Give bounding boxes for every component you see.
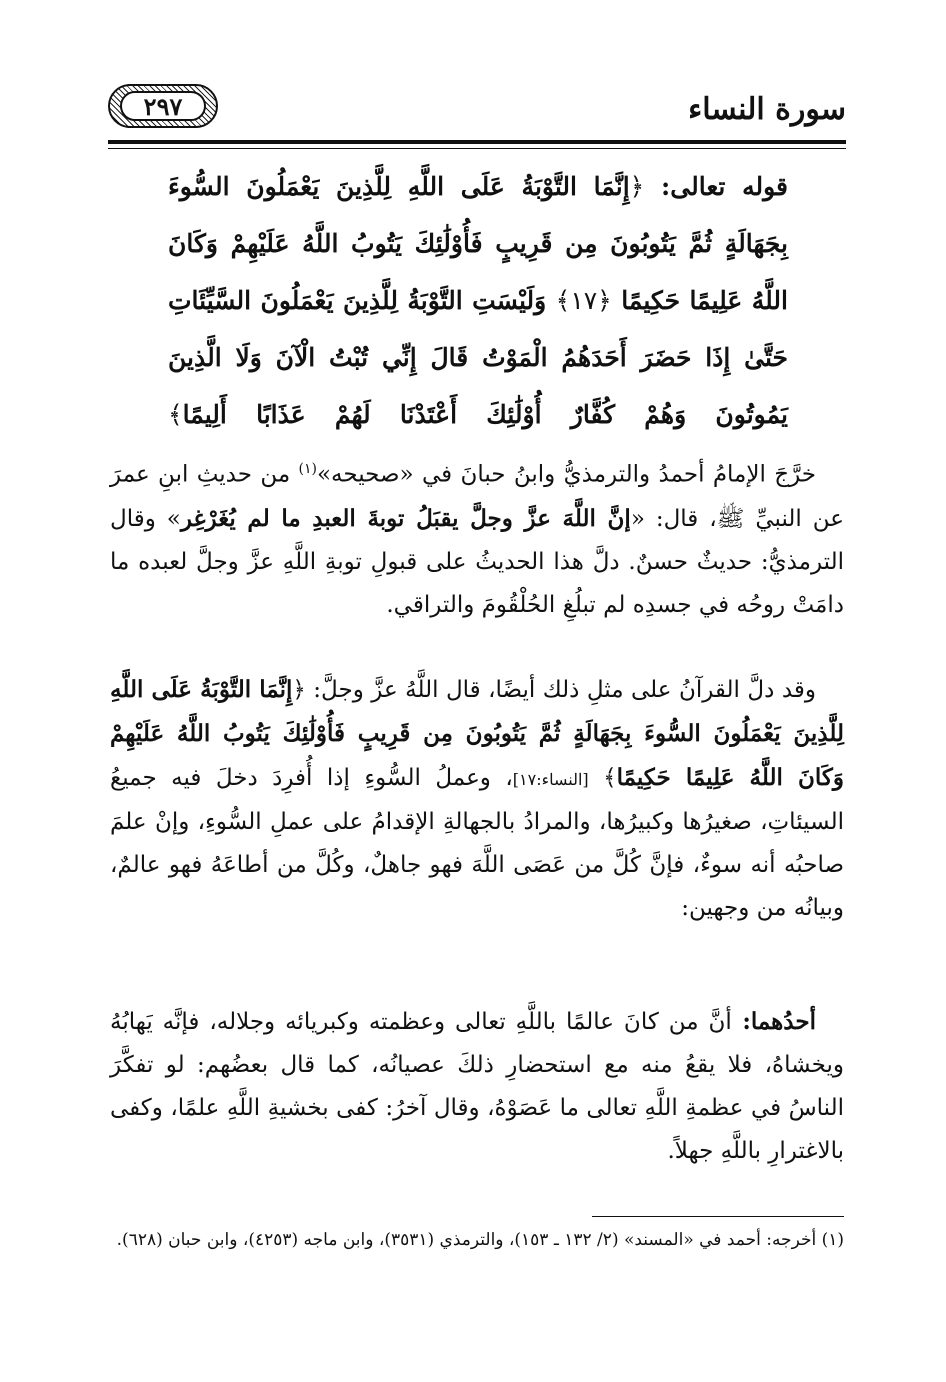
paragraph-text: من حديثِ ابنِ عمرَ عن النبيِّ ﷺ، قال: « <box>110 461 844 532</box>
commentary-paragraph-3 <box>110 1000 844 1173</box>
header-divider <box>108 140 846 144</box>
verse-18-text: وَلَيْسَتِ التَّوْبَةُ لِلَّذِينَ يَعْمَلُونَ السَّيِّئَاتِ حَتَّىٰ إِذَا حَضَرَ أَحَدَهُمُ الْمَوْتُ قَالَ إِنِّي تُبْتُ الْآنَ وَلَا الَّذِينَ يَمُوتُونَ وَهُمْ كُفَّارٌ أُوْلَٰئِكَ أَعْتَدْنَا لَهُمْ عَذَابًا أَلِيمًا <box>168 286 788 429</box>
footnote-reference: (١) <box>298 461 317 477</box>
verse-intro: قوله تعالى: <box>644 172 788 201</box>
page-number-ornament <box>108 84 218 128</box>
page-number: ٢٩٧ <box>120 91 206 121</box>
footnote-divider <box>592 1216 844 1217</box>
footnote-text: (١) أخرجه: أحمد في «المسند» (٢/ ١٣٢ ـ ١٥٣)، والترمذي (٣٥٣١)، وابن ماجه (٤٢٥٣)، وابن حبان (٦٢٨). <box>116 1230 844 1250</box>
paragraph-text: خرَّجَ الإمامُ أحمدُ والترمذيُّ وابنُ حبانَ في «صحيحه» <box>316 461 816 488</box>
verse-number-marker: ﴿١٧﴾ <box>555 286 612 315</box>
commentary-paragraph-1 <box>110 448 844 627</box>
hadith-quote: إنَّ اللَّهَ عزَّ وجلَّ يقبَلُ توبةَ العبدِ ما لم يُغَرْغِر <box>180 504 631 532</box>
point-label: أحدُهما: <box>731 1008 816 1035</box>
paragraph-text: أنَّ من كانَ عالمًا باللَّهِ تعالى وعظمته وكبريائه وجلاله، فإنَّه يَهابُهُ ويخشاهُ، فلا يقعُ منه مع استحضارِ ذلكَ عصيانُه، كما قال بعضُهم: لو تفكَّرَ الناسُ في عظمةِ اللَّهِ تعالى ما عَصَوْهُ، وقال آخرُ: كفى بخشيةِ اللَّهِ علمًا، وكفى بالاغترارِ باللَّهِ جهلاً. <box>110 1009 844 1164</box>
footnote <box>110 1224 844 1256</box>
paragraph-text: وقد دلَّ القرآنُ على مثلِ ذلك أيضًا، قال اللَّهُ عزَّ وجلَّ: ﴿ <box>292 677 816 703</box>
page-header <box>108 78 846 144</box>
quote-close: ﴾ <box>588 765 617 791</box>
verse-citation: [النساء:١٧] <box>512 770 589 789</box>
ornate-close-bracket: ﴾ <box>168 400 183 429</box>
header-divider-thin <box>108 148 846 149</box>
verse-17-text: إِنَّمَا التَّوْبَةُ عَلَى اللَّهِ لِلَّذِينَ يَعْمَلُونَ السُّوءَ بِجَهَالَةٍ ثُمَّ يَتُوبُونَ مِن قَرِيبٍ فَأُوْلَٰئِكَ يَتُوبُ اللَّهُ عَلَيْهِمْ وَكَانَ اللَّهُ عَلِيمًا حَكِيمًا <box>168 172 788 315</box>
paragraph-text: ، وعملُ السُّوءِ إذا أُفرِدَ دخلَ فيه جميعُ السيئاتِ، صغيرُها وكبيرُها، والمرادُ بالجهالةِ الإقدامُ على عملِ السُّوءِ، وإنْ علمَ صاحبُه أنه سوءٌ، فإنَّ كُلَّ من عَصَى اللَّهَ فهو جاهلٌ، وكُلَّ من أطاعَهُ فهو عالمٌ، وبيانُه من وجهين: <box>110 765 844 921</box>
commentary-paragraph-2 <box>110 668 844 930</box>
quran-verse-block <box>168 158 788 443</box>
paragraph-text: » وقال الترمذيُّ: حديثٌ حسنٌ. دلَّ هذا الحديثُ على قبولِ توبةِ اللَّهِ عزَّ وجلَّ لعبده ما دامَتْ روحُه في جسدِه لم تبلُغِ الحُلْقُومَ والتراقي. <box>110 505 844 618</box>
surah-title: سورة النساء <box>688 92 846 127</box>
ornate-open-bracket: ﴿ <box>629 172 645 201</box>
quran-quote: إِنَّمَا التَّوْبَةُ عَلَى اللَّهِ لِلَّذِينَ يَعْمَلُونَ السُّوءَ بِجَهَالَةٍ ثُمَّ يَتُوبُونَ مِن قَرِيبٍ فَأُوْلَٰئِكَ يَتُوبُ اللَّهُ عَلَيْهِمْ وَكَانَ اللَّهُ عَلِيمًا حَكِيمًا <box>110 676 844 791</box>
